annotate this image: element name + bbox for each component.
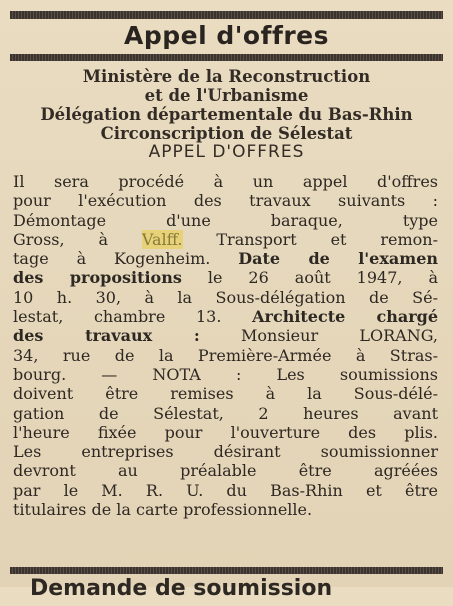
ministry-line-2: et de l'Urbanisme <box>144 86 309 105</box>
bottom-decorative-rule <box>10 567 443 574</box>
body-text-fragment: tage à Kogenheim. <box>13 249 239 269</box>
bold-label: des propositions <box>13 268 182 288</box>
district-line: Circonscription de Sélestat <box>100 124 353 143</box>
bold-label: des travaux : <box>13 326 200 346</box>
body-text-fragment: Transport et remon- <box>182 229 438 249</box>
body-line <box>13 249 438 268</box>
highlighted-place-name: Valff. <box>141 229 183 249</box>
body-line: l'heure fixée pour l'ouverture des plis. <box>13 422 438 442</box>
body-line: 34, rue de la Première-Armée à Stras- <box>13 345 438 365</box>
heading-decorative-rule <box>10 54 443 61</box>
notice-title: APPEL D'OFFRES <box>148 142 305 162</box>
ministry-line-1: Ministère de la Reconstruction <box>82 67 371 86</box>
body-line <box>13 307 438 326</box>
next-article-heading-cut <box>30 576 430 601</box>
body-line: bourg. — NOTA : Les soumissions <box>13 364 438 384</box>
body-line: 10 h. 30, à la Sous-délégation de Sé- <box>13 287 438 307</box>
body-line: Il sera procédé à un appel d'offres <box>13 172 438 191</box>
body-line: devront au préalable être agréées <box>13 461 438 481</box>
body-line: gation de Sélestat, 2 heures avant <box>13 403 438 423</box>
bold-label: Date de l'examen <box>238 249 439 269</box>
body-text-fragment: Monsieur LORANG, <box>199 326 438 346</box>
section-heading: Appel d'offres <box>123 21 329 50</box>
body-text-fragment: Gross, à <box>13 229 142 249</box>
body-line <box>13 230 438 249</box>
body-line <box>13 326 438 345</box>
notice-body <box>13 172 438 519</box>
body-line <box>13 268 438 287</box>
body-line: Démontage d'une baraque, type <box>13 210 438 230</box>
body-line: titulaires de la carte professionnelle. <box>13 500 313 520</box>
body-line: pour l'exécution des travaux suivants : <box>13 191 438 211</box>
body-text-fragment: le 26 août 1947, à <box>181 268 439 288</box>
issuing-authority <box>0 67 453 162</box>
body-line: par le M. R. U. du Bas-Rhin et être <box>13 480 438 500</box>
body-line: doivent être remises à la Sous-délé- <box>13 384 438 404</box>
next-article-fragment: Demande de soumission <box>30 576 333 601</box>
delegation-line: Délégation départementale du Bas-Rhin <box>40 105 413 124</box>
bold-label: Architecte chargé <box>252 307 438 327</box>
body-text-fragment: lestat, chambre 13. <box>13 307 253 327</box>
body-line: Les entreprises désirant soumissionner <box>13 442 438 462</box>
